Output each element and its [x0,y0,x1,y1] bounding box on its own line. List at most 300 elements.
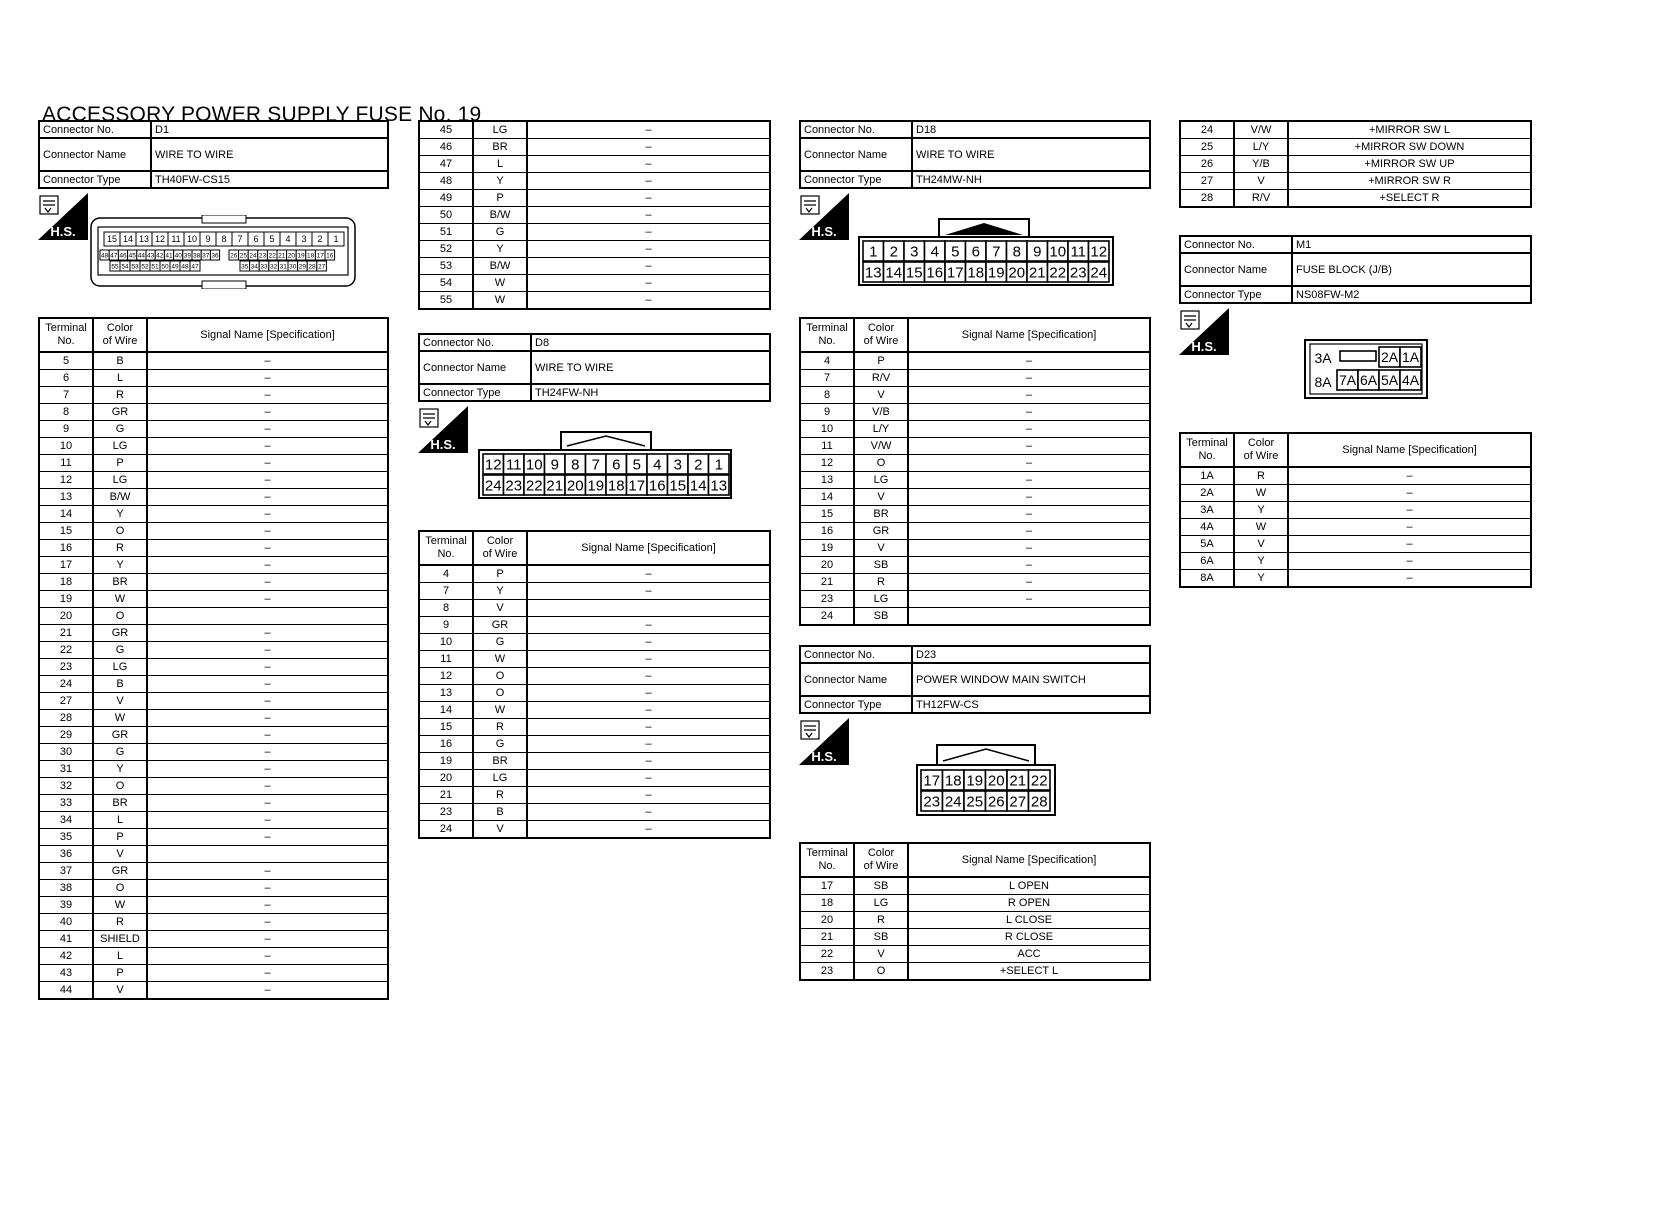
wire-color-cell: R [473,787,527,804]
terminal-no-header: Terminal No. [419,531,473,565]
connector-pin-label: 7 [591,456,600,474]
wire-color-cell: R [93,387,147,404]
terminal-no-cell: 23 [800,591,854,608]
table-row [1180,173,1531,190]
table-row [419,753,770,770]
table-row [39,982,388,1000]
connector-pin-label: 3 [673,456,682,474]
hs-connector-icon [418,406,468,453]
signal-name-cell: – [1288,553,1531,570]
signal-name-cell: – [147,404,388,421]
table-row [39,846,388,863]
wire-color-cell: R [93,914,147,931]
signal-name-cell: – [147,506,388,523]
terminal-no-cell: 39 [39,897,93,914]
signal-name-cell: – [147,795,388,812]
signal-name-header: Signal Name [Specification] [527,531,770,565]
table-row [39,914,388,931]
connector-pin-label: 42 [156,252,164,260]
hs-badge: H.S. [1191,339,1217,354]
table-row [39,625,388,642]
wire-color-cell: L [473,156,527,173]
wire-color-cell: B [93,352,147,370]
wire-color-cell: BR [473,753,527,770]
page-title: ACCESSORY POWER SUPPLY FUSE No. 19 [42,103,482,126]
table-row [419,565,770,583]
color-of-wire-header: Color of Wire [473,531,527,565]
table-row [800,557,1150,574]
terminal-no-cell: 10 [800,421,854,438]
terminal-no-cell: 53 [419,258,473,275]
wire-color-cell: V/B [854,404,908,421]
signal-name-cell: – [527,753,770,770]
connector-pin-label: 5 [632,456,641,474]
signal-name-cell: – [147,352,388,370]
table-row [800,929,1150,946]
signal-name-cell: – [527,617,770,634]
connector-pin-label: 37 [202,252,210,260]
table-row [419,736,770,753]
table-row [39,948,388,965]
connector-no-label: Connector No. [39,121,151,138]
terminal-no-cell: 25 [1180,139,1234,156]
m1-connector-diagram [1303,338,1429,400]
signal-name-cell: – [527,583,770,600]
wire-color-cell: V [93,982,147,1000]
wire-color-cell: V [1234,173,1288,190]
connector-pin-label: 17 [628,477,646,495]
connector-pin-label: 26 [987,793,1005,811]
table-row [39,931,388,948]
signal-name-cell: – [147,778,388,795]
signal-name-cell: – [527,651,770,668]
connector-pin-label: 21 [546,477,564,495]
signal-name-cell: – [527,292,770,310]
table-row [39,523,388,540]
connector-pin-label: 41 [165,252,173,260]
connector-pin-label: 36 [211,252,219,260]
connector-pin-label: 54 [121,263,129,271]
wire-color-cell: LG [473,770,527,787]
signal-name-cell: +SELECT R [1288,190,1531,208]
connector-pin-label: 9 [550,456,559,474]
signal-name-cell: – [527,685,770,702]
connector-pin-label: 6 [253,234,259,245]
table-row [39,421,388,438]
connector-no-label: Connector No. [800,121,912,138]
signal-name-cell: – [908,352,1150,370]
table-row [800,472,1150,489]
table-row [419,634,770,651]
signal-name-cell: – [147,370,388,387]
signal-name-cell: – [147,421,388,438]
wire-color-cell: P [473,190,527,207]
signal-name-header: Signal Name [Specification] [908,318,1150,352]
connector-pin-label: 11 [171,234,181,245]
wire-color-cell: G [93,421,147,438]
table-row [39,727,388,744]
connector-pin-label: 12 [484,456,502,474]
wire-color-cell: V/W [854,438,908,455]
table-row [800,352,1150,370]
table-row [419,787,770,804]
table-row [39,642,388,659]
signal-name-cell: – [908,489,1150,506]
wire-color-cell: V [473,821,527,839]
connector-name-label: Connector Name [800,663,912,696]
table-row [39,795,388,812]
connector-pin-label: 21 [1028,264,1046,282]
d1-connector-diagram [90,215,356,289]
terminal-no-cell: 7 [419,583,473,600]
terminal-no-cell: 17 [800,877,854,895]
signal-name-cell: – [908,421,1150,438]
wire-color-cell: G [93,642,147,659]
connector-key-slot [1340,351,1376,361]
terminal-no-cell: 15 [800,506,854,523]
terminal-no-cell: 18 [39,574,93,591]
connector-name-label: Connector Name [800,138,912,171]
connector-no-value: D18 [912,121,1150,138]
terminal-no-cell: 14 [39,506,93,523]
signal-name-cell: – [527,173,770,190]
table-row [39,557,388,574]
connector-type-label: Connector Type [800,171,912,188]
table-row [419,719,770,736]
table-row [39,404,388,421]
wire-color-cell: SB [854,608,908,626]
table-row [800,455,1150,472]
table-row [419,770,770,787]
signal-name-cell: – [1288,467,1531,485]
d23-terminal-table [799,842,1151,981]
terminal-no-cell: 11 [419,651,473,668]
d1-terminal-table [38,317,389,1000]
connector-name-value: WIRE TO WIRE [912,138,1150,171]
terminal-no-cell: 19 [419,753,473,770]
signal-name-cell: – [147,744,388,761]
connector-type-value: NS08FW-M2 [1292,286,1531,303]
signal-name-cell: – [147,438,388,455]
terminal-no-cell: 4 [419,565,473,583]
wire-color-cell: LG [854,591,908,608]
terminal-no-cell: 22 [39,642,93,659]
signal-name-cell: – [908,591,1150,608]
connector-name-value: FUSE BLOCK (J/B) [1292,253,1531,286]
signal-name-cell: R OPEN [908,895,1150,912]
wire-color-cell: V [854,489,908,506]
signal-name-cell: – [908,387,1150,404]
connector-pin-label: 12 [1090,243,1108,261]
wire-color-cell: L [93,370,147,387]
wire-color-cell: P [93,455,147,472]
terminal-no-cell: 12 [419,668,473,685]
signal-name-cell: – [527,821,770,839]
signal-name-cell: – [1288,485,1531,502]
terminal-no-cell: 27 [39,693,93,710]
signal-name-cell: – [527,702,770,719]
wire-color-cell: V [93,693,147,710]
terminal-no-cell: 11 [800,438,854,455]
table-row [800,506,1150,523]
connector-type-label: Connector Type [800,696,912,713]
connector-name-label: Connector Name [39,138,151,171]
wire-color-cell: V [854,946,908,963]
table-row [39,710,388,727]
wire-color-cell: Y [1234,553,1288,570]
connector-pin-label: 5A [1380,372,1399,388]
signal-name-cell: – [147,914,388,931]
wire-color-cell: GR [93,863,147,880]
terminal-no-cell: 8A [1180,570,1234,588]
connector-pin-label: 14 [122,234,134,245]
wire-color-cell: R [854,912,908,929]
connector-pin-label: 20 [566,477,584,495]
wire-color-cell: R [1234,467,1288,485]
signal-name-cell: – [147,965,388,982]
connector-pin-label: 1 [714,456,723,474]
table-row [1180,121,1531,139]
connector-pin-label: 17 [923,772,941,790]
wire-color-cell: LG [473,121,527,139]
table-row [1180,553,1531,570]
wire-color-cell: O [854,963,908,981]
connector-pin-label: 35 [241,263,249,271]
signal-name-cell: – [147,540,388,557]
m1-info-table [1179,235,1532,304]
terminal-no-cell: 21 [39,625,93,642]
connector-pin-label: 21 [1009,772,1027,790]
wire-color-cell: O [473,668,527,685]
wire-color-cell: O [93,778,147,795]
wire-color-cell: L [93,948,147,965]
connector-pin-label: 23 [1069,264,1087,282]
table-row [800,489,1150,506]
wire-color-cell: R [854,574,908,591]
table-row [1180,519,1531,536]
connector-pin-label: 18 [967,264,985,282]
connector-pin-label: 34 [250,263,259,271]
wire-color-cell: GR [93,625,147,642]
wire-color-cell: LG [93,472,147,489]
wire-color-cell: B/W [473,258,527,275]
connector-pin-label: 48 [181,263,189,271]
signal-name-cell: L OPEN [908,877,1150,895]
terminal-no-cell: 40 [39,914,93,931]
connector-pin-label: 19 [966,772,984,790]
terminal-no-cell: 9 [39,421,93,438]
connector-type-label: Connector Type [419,384,531,401]
connector-pin-label: 39 [183,252,192,260]
connector-pin-label: 15 [905,264,923,282]
wire-color-cell: BR [473,139,527,156]
connector-pin-label: 9 [1033,243,1042,261]
signal-name-cell: – [147,829,388,846]
connector-pin-label: 23 [258,252,267,260]
signal-name-cell: – [908,506,1150,523]
table-row [419,617,770,634]
table-row [39,693,388,710]
signal-name-cell: – [527,275,770,292]
wire-color-cell: V [473,600,527,617]
signal-name-cell: – [527,770,770,787]
signal-name-header: Signal Name [Specification] [147,318,388,352]
d8-terminal-table [418,530,771,839]
wire-color-cell: SB [854,557,908,574]
wire-color-cell: G [473,736,527,753]
signal-name-cell: – [147,676,388,693]
wire-color-cell: R [93,540,147,557]
signal-name-cell: – [908,523,1150,540]
wire-color-cell: V [93,846,147,863]
table-row [800,895,1150,912]
connector-pin-label: 5 [951,243,960,261]
wire-color-cell: O [93,523,147,540]
signal-name-cell: – [147,472,388,489]
terminal-no-cell: 23 [419,804,473,821]
wire-color-cell: B/W [93,489,147,506]
table-row [419,804,770,821]
terminal-no-cell: 49 [419,190,473,207]
connector-no-value: D1 [151,121,388,138]
terminal-no-cell: 33 [39,795,93,812]
wire-color-cell: P [854,352,908,370]
signal-name-cell [147,846,388,863]
wire-color-cell: Y [93,761,147,778]
signal-name-cell: – [147,897,388,914]
table-row [419,156,770,173]
signal-name-cell: – [147,982,388,1000]
connector-pin-label: 32 [269,263,278,271]
signal-name-cell: – [527,139,770,156]
connector-type-label: Connector Type [39,171,151,188]
connector-pin-label: 16 [926,264,944,282]
connector-pin-label: 13 [864,264,882,282]
terminal-no-cell: 35 [39,829,93,846]
connector-pin-label: 13 [710,477,728,495]
connector-type-value: TH12FW-CS [912,696,1150,713]
table-row [39,778,388,795]
signal-name-cell: – [147,574,388,591]
hs-connector-icon [799,718,849,765]
signal-name-cell: – [908,438,1150,455]
connector-pin-label: 18 [607,477,625,495]
wire-color-cell: GR [473,617,527,634]
signal-name-cell: – [147,557,388,574]
terminal-no-cell: 11 [39,455,93,472]
signal-name-cell: – [147,455,388,472]
connector-pin-label: 10 [525,456,543,474]
terminal-no-cell: 48 [419,173,473,190]
wire-color-cell: W [473,292,527,310]
connector-pin-label: 3 [301,234,307,245]
wire-color-cell: LG [854,472,908,489]
connector-pin-label: 40 [174,252,182,260]
color-of-wire-header: Color of Wire [93,318,147,352]
connector-pin-label: 22 [1030,772,1048,790]
connector-pin-label: 38 [192,252,201,260]
signal-name-cell: – [908,557,1150,574]
signal-name-cell: – [527,787,770,804]
table-row [419,600,770,617]
wire-color-cell: G [473,224,527,241]
connector-pin-label: 47 [110,252,118,260]
terminal-no-cell: 13 [419,685,473,702]
terminal-no-cell: 46 [419,139,473,156]
connector-pin-label: 20 [1008,264,1026,282]
terminal-no-cell: 22 [800,946,854,963]
signal-name-cell: – [147,489,388,506]
terminal-no-cell: 41 [39,931,93,948]
table-row [39,472,388,489]
table-row [800,404,1150,421]
table-row [800,438,1150,455]
connector-pin-label: 18 [944,772,962,790]
terminal-no-cell: 20 [39,608,93,625]
connector-pin-label: 55 [111,263,119,271]
terminal-no-cell: 54 [419,275,473,292]
wire-color-cell: Y [93,557,147,574]
wire-color-cell: W [473,702,527,719]
connector-pin-label: 15 [669,477,687,495]
wire-color-cell: L/Y [1234,139,1288,156]
wire-color-cell: R/V [1234,190,1288,208]
connector-pin-label: 4 [285,234,291,245]
hs-connector-icon [38,193,88,240]
hs-connector-icon [1179,308,1229,355]
wire-color-cell: LG [93,659,147,676]
wire-color-cell: V/W [1234,121,1288,139]
d23-connector-diagram [915,743,1057,817]
terminal-no-cell: 31 [39,761,93,778]
connector-pin-label: 25 [239,252,248,260]
table-row [419,258,770,275]
connector-pin-label: 46 [119,252,127,260]
connector-pin-label: 6 [612,456,621,474]
terminal-no-cell: 8 [800,387,854,404]
connector-pin-label: 21 [278,252,286,260]
connector-pin-label: 17 [946,264,964,282]
terminal-no-cell: 4 [800,352,854,370]
connector-pin-label: 24 [944,793,962,811]
signal-name-header: Signal Name [Specification] [908,843,1150,877]
connector-pin-label: 2 [694,456,703,474]
table-row [800,370,1150,387]
table-row [1180,502,1531,519]
d1-terminal-table-continued [418,120,771,310]
connector-pin-label: 14 [689,477,707,495]
connector-type-label: Connector Type [1180,286,1292,303]
connector-pin-label: 30 [289,263,297,271]
terminal-no-cell: 13 [39,489,93,506]
terminal-no-cell: 28 [39,710,93,727]
connector-pin-label: 3 [910,243,919,261]
wire-color-cell: GR [93,404,147,421]
signal-name-cell: – [908,455,1150,472]
signal-name-cell: ACC [908,946,1150,963]
table-row [39,880,388,897]
table-row [1180,467,1531,485]
hs-badge: H.S. [50,224,76,239]
terminal-no-cell: 10 [39,438,93,455]
table-row [39,829,388,846]
wire-color-cell: G [473,634,527,651]
terminal-no-cell: 21 [800,574,854,591]
signal-name-cell: +MIRROR SW UP [1288,156,1531,173]
connector-pin-label: 33 [260,263,268,271]
table-row [419,241,770,258]
d1-info-table [38,120,389,189]
